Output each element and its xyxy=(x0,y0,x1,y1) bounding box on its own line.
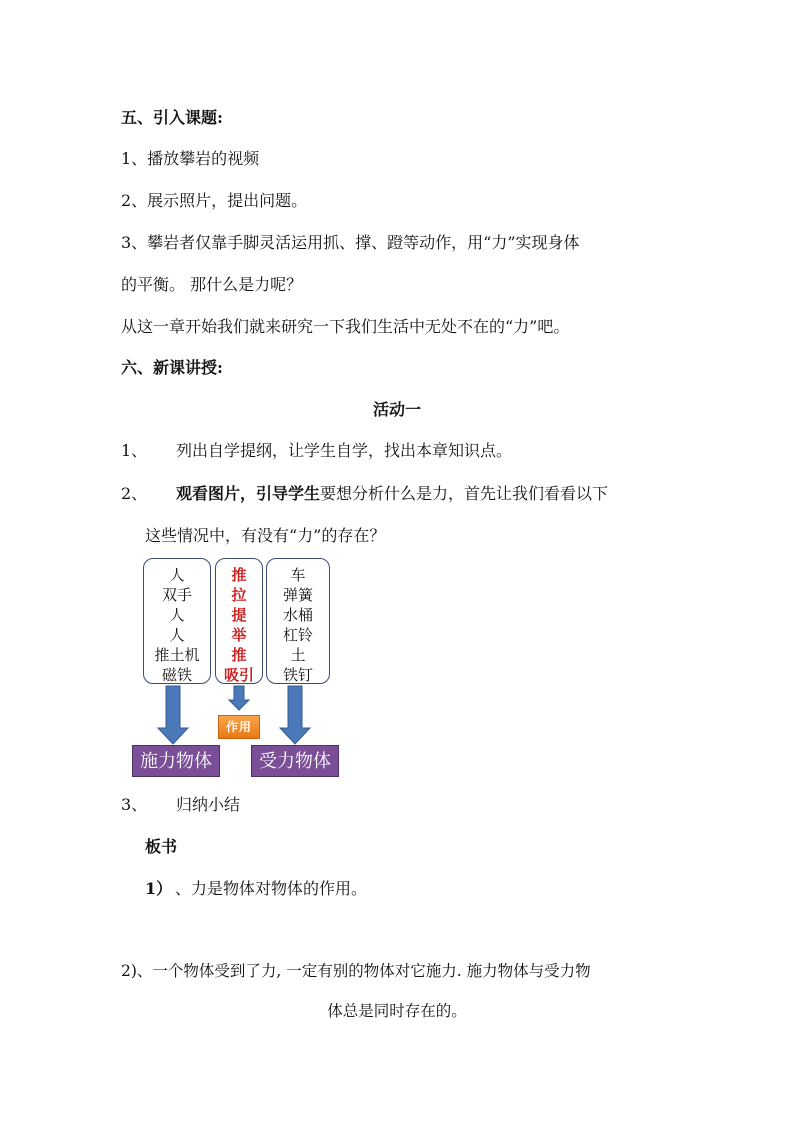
action-verb: 举 xyxy=(231,626,247,644)
agent-object: 双手 xyxy=(161,586,192,604)
step-2-text xyxy=(176,484,608,504)
step-2-bold-text: 观看图片，引导学生 xyxy=(176,484,321,503)
section-five-heading: 五、引入课题: xyxy=(121,108,223,127)
action-verb: 提 xyxy=(231,606,247,624)
step-2-line-2: 这些情况中，有没有“力”的存在？ xyxy=(145,526,386,545)
force-applier-label: 施力物体 xyxy=(132,745,220,777)
step-2-rest-text: 要想分析什么是力，首先让我们看看以下 xyxy=(320,484,609,503)
step-3-text: 归纳小结 xyxy=(176,795,241,814)
step-1-number: 1、 xyxy=(121,441,148,460)
section-five-closing: 从这一章开始我们就来研究一下我们生活中无处不在的“力”吧。 xyxy=(121,317,570,336)
receiver-object: 杠铃 xyxy=(282,626,313,644)
agent-object: 人 xyxy=(169,606,185,624)
middle-down-arrow xyxy=(229,686,249,710)
section-five-item-1: 1、播放攀岩的视频 xyxy=(121,149,260,168)
section-six-heading: 六、新课讲授: xyxy=(121,358,223,377)
step-1-text: 列出自学提纲，让学生自学，找出本章知识点。 xyxy=(176,441,513,460)
receiver-object: 水桶 xyxy=(282,606,313,624)
section-five-item-3-line-1: 3、攀岩者仅靠手脚灵活运用抓、撑、蹬等动作，用“力”实现身体 xyxy=(121,233,580,252)
activity-title: 活动一 xyxy=(372,400,421,419)
receiver-object: 土 xyxy=(290,646,306,664)
action-verb: 推 xyxy=(231,566,247,584)
agent-object: 磁铁 xyxy=(161,666,192,684)
board-point-1-text: 、力是物体对物体的作用。 xyxy=(175,879,368,898)
board-point-2-line-2: 体总是同时存在的。 xyxy=(327,1002,467,1020)
receiver-objects-box xyxy=(266,558,330,684)
board-point-2-line-1: 2)、一个物体受到了力, 一定有别的物体对它施力. 施力物体与受力物 xyxy=(121,962,591,980)
board-title: 板书 xyxy=(145,837,178,856)
right-down-arrow xyxy=(280,686,310,744)
agent-object: 推土机 xyxy=(154,646,200,664)
step-2-number: 2、 xyxy=(121,484,148,503)
actions-box xyxy=(215,558,263,684)
action-verb: 拉 xyxy=(231,586,247,604)
action-verb: 吸引 xyxy=(223,666,254,684)
board-point-1-number: 1） xyxy=(145,879,173,898)
section-five-item-3-line-2: 的平衡。 那什么是力呢？ xyxy=(121,275,303,294)
agent-objects-box xyxy=(143,558,211,684)
receiver-object: 弹簧 xyxy=(282,586,313,604)
action-verb: 推 xyxy=(231,646,247,664)
left-down-arrow xyxy=(158,686,188,744)
force-receiver-label: 受力物体 xyxy=(251,745,339,777)
receiver-object: 车 xyxy=(290,566,306,584)
action-label-badge: 作用 xyxy=(218,715,260,739)
agent-object: 人 xyxy=(169,566,185,584)
section-five-item-2: 2、展示照片，提出问题。 xyxy=(121,191,308,210)
agent-object: 人 xyxy=(169,626,185,644)
step-3-number: 3、 xyxy=(121,795,148,814)
receiver-object: 铁钉 xyxy=(282,666,313,684)
